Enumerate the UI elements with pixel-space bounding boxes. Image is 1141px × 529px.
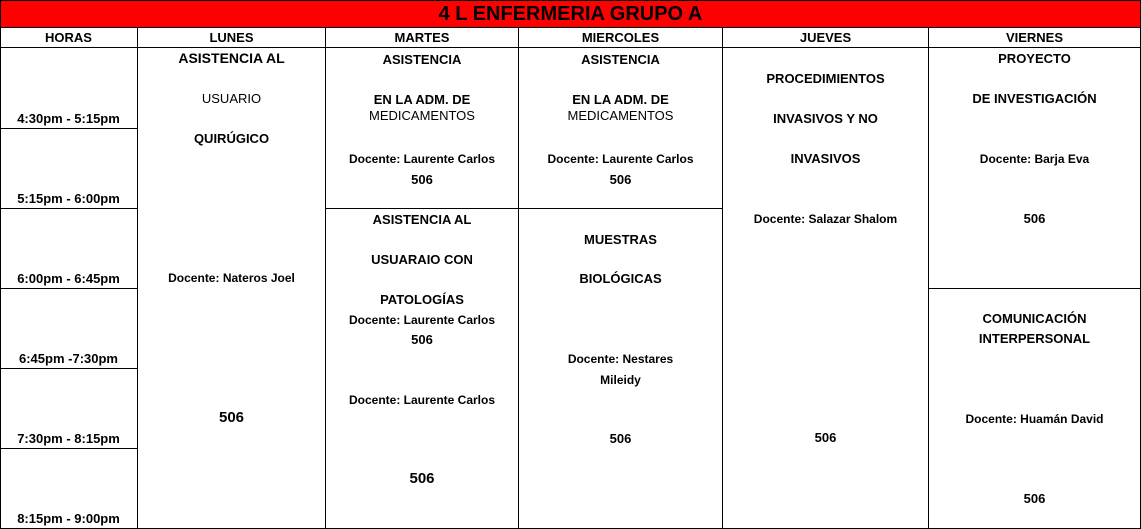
header-jueves: JUEVES (723, 28, 929, 48)
hour-cell (0, 449, 138, 529)
course-title: QUIRÚGICO (193, 131, 270, 146)
course-title: EN LA ADM. DE (373, 92, 471, 107)
course-title: PROYECTO (998, 51, 1071, 66)
hour-cell (0, 48, 138, 129)
aula-label: 506 (609, 172, 632, 187)
viernes-course-cell-1 (929, 48, 1141, 289)
aula-label: 506 (609, 431, 632, 446)
aula-label: 506 (411, 332, 433, 347)
hour-cell (0, 129, 138, 209)
docente-label: Docente: Laurente Carlos (348, 313, 496, 327)
hour-label: 6:00pm - 6:45pm (17, 271, 120, 286)
aula-label: 506 (1023, 211, 1046, 226)
course-title: ASISTENCIA AL (372, 212, 472, 227)
course-title: COMUNICACIÓN (982, 311, 1087, 326)
docente-label: Mileidy (600, 373, 641, 387)
hour-label: 8:15pm - 9:00pm (17, 511, 120, 526)
course-title: USUARAIO CON (371, 252, 473, 267)
docente-label: Docente: Nateros Joel (168, 271, 295, 285)
course-title: PATOLOGÍAS (380, 292, 464, 307)
hour-cell (0, 369, 138, 449)
hour-label: 6:45pm -7:30pm (19, 351, 118, 366)
martes-course-cell-1 (326, 48, 519, 209)
docente-label: Docente: Laurente Carlos (348, 152, 496, 166)
docente-label: Docente: Huamán David (965, 412, 1104, 426)
schedule-title: 4 L ENFERMERIA GRUPO A (0, 0, 1141, 28)
docente-label: Docente: Laurente Carlos (547, 152, 694, 166)
course-title: INVASIVOS Y NO (773, 111, 878, 126)
miercoles-course-cell-2 (519, 209, 723, 529)
header-miercoles: MIERCOLES (519, 28, 723, 48)
aula-label: 506 (411, 172, 433, 187)
course-title: INVASIVOS (790, 151, 861, 166)
course-title: MEDICAMENTOS (369, 108, 475, 123)
docente-label: Docente: Nestares (567, 352, 674, 366)
aula-label: 506 (1023, 491, 1046, 506)
hour-label: 5:15pm - 6:00pm (17, 191, 120, 206)
header-martes: MARTES (326, 28, 519, 48)
martes-course-cell-2 (326, 209, 519, 529)
header-viernes: VIERNES (929, 28, 1141, 48)
docente-label: Docente: Laurente Carlos (348, 393, 496, 407)
course-title: DE INVESTIGACIÓN (972, 91, 1097, 106)
course-title: ASISTENCIA (581, 52, 660, 67)
course-title: MUESTRAS (584, 232, 657, 247)
header-lunes: LUNES (138, 28, 326, 48)
lunes-course-cell (138, 48, 326, 529)
hour-label: 4:30pm - 5:15pm (17, 111, 120, 126)
course-title: PROCEDIMIENTOS (766, 71, 885, 86)
hour-cell (0, 209, 138, 289)
viernes-course-cell-2 (929, 289, 1141, 529)
hour-label: 7:30pm - 8:15pm (17, 431, 120, 446)
course-title: USUARIO (201, 91, 262, 106)
course-title: MEDICAMENTOS (567, 108, 674, 123)
course-title: INTERPERSONAL (978, 331, 1091, 346)
hour-cell (0, 289, 138, 369)
aula-label: 506 (409, 470, 435, 487)
miercoles-course-cell-1 (519, 48, 723, 209)
docente-label: Docente: Salazar Shalom (753, 212, 898, 226)
course-title: BIOLÓGICAS (579, 271, 662, 286)
docente-label: Docente: Barja Eva (979, 152, 1090, 166)
aula-label: 506 (218, 409, 245, 426)
course-title: ASISTENCIA AL (178, 50, 285, 66)
header-horas: HORAS (0, 28, 138, 48)
jueves-course-cell (723, 48, 929, 529)
aula-label: 506 (814, 430, 837, 445)
course-title: ASISTENCIA (382, 52, 462, 67)
course-title: EN LA ADM. DE (572, 92, 669, 107)
